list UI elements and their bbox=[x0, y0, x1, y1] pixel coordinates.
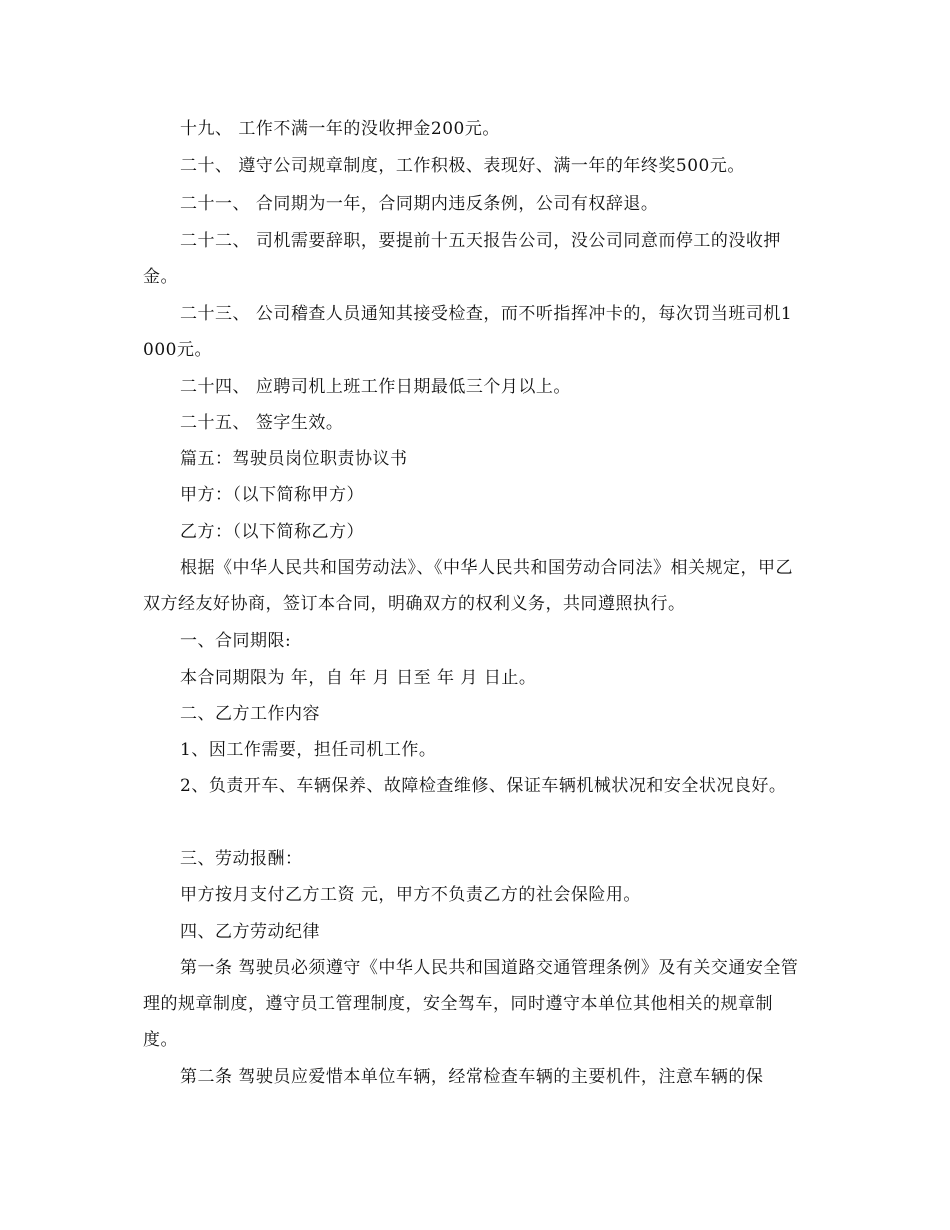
heading-labor-discipline: 四、乙方劳动纪律 bbox=[180, 922, 320, 942]
paragraph-23: 二十三、 公司稽查人员通知其接受检查，而不听指挥冲卡的，每次罚当班司机1000元。 bbox=[143, 304, 793, 360]
work-item-1: 1、因工作需要，担任司机工作。 bbox=[180, 740, 437, 760]
paragraph-24: 二十四、 应聘司机上班工作日期最低三个月以上。 bbox=[180, 377, 571, 397]
party-a-line: 甲方：（以下简称甲方） bbox=[180, 485, 364, 505]
contract-term-text: 本合同期限为 年，自 年 月 日至 年 月 日止。 bbox=[180, 668, 537, 688]
section-title-pian-wu: 篇五：驾驶员岗位职责协议书 bbox=[180, 449, 408, 469]
heading-work-content: 二、乙方工作内容 bbox=[180, 704, 320, 724]
remuneration-text: 甲方按月支付乙方工资 元，甲方不负责乙方的社会保险用。 bbox=[180, 885, 641, 905]
article-1: 第一条 驾驶员必须遵守《中华人民共和国道路交通管理条例》及有关交通安全管理的规章制度，遵守员工管理制度，安全驾车，同时遵守本单位其他相关的规章制度。 bbox=[143, 958, 799, 1050]
article-2: 第二条 驾驶员应爱惜本单位车辆，经常检查车辆的主要机件，注意车辆的保 bbox=[180, 1067, 764, 1087]
paragraph-20: 二十、 遵守公司规章制度，工作积极、表现好、满一年的年终奖500元。 bbox=[180, 156, 745, 176]
paragraph-22: 二十二、 司机需要辞职，要提前十五天报告公司，没公司同意而停工的没收押金。 bbox=[143, 231, 781, 287]
heading-contract-term: 一、合同期限: bbox=[180, 631, 292, 651]
preamble-paragraph: 根据《中华人民共和国劳动法》、《中华人民共和国劳动合同法》相关规定，甲乙双方经友好协商，签订本合同，明确双方的权利义务，共同遵照执行。 bbox=[143, 558, 793, 614]
paragraph-19: 十九、 工作不满一年的没收押金200元。 bbox=[180, 119, 500, 139]
heading-remuneration: 三、劳动报酬： bbox=[180, 849, 303, 869]
paragraph-25: 二十五、 签字生效。 bbox=[180, 413, 344, 433]
work-item-2: 2、负责开车、车辆保养、故障检查维修、保证车辆机械状况和安全状况良好。 bbox=[180, 776, 787, 796]
party-b-line: 乙方：（以下简称乙方） bbox=[180, 522, 364, 542]
paragraph-21: 二十一、 合同期为一年，合同期内违反条例，公司有权辞退。 bbox=[180, 194, 659, 214]
